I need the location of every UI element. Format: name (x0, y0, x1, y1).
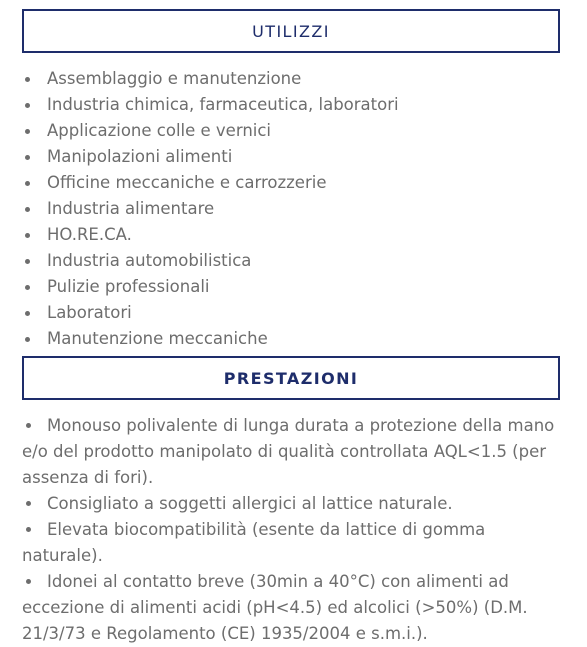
bullet-icon (26, 501, 31, 506)
paragraph-item (22, 517, 567, 569)
list-item: Pulizie professionali (22, 274, 562, 300)
list-item: Manipolazioni alimenti (22, 144, 562, 170)
paragraph-item (22, 569, 567, 647)
list-item: Industria chimica, farmaceutica, laboratori (22, 92, 562, 118)
list-item: Industria automobilistica (22, 248, 562, 274)
paragraph-text: Monouso polivalente di lunga durata a protezione della mano e/o del prodotto manipolato di qualità controllata AQL<1.5 (per assenza di fori). (22, 416, 555, 487)
paragraph-item (22, 491, 567, 517)
list-item: Assemblaggio e manutenzione (22, 66, 562, 92)
list-item: Laboratori (22, 300, 562, 326)
paragraph-text: Consigliato a soggetti allergici al lattice naturale. (47, 494, 453, 513)
utilizzi-list (22, 66, 562, 352)
utilizzi-header (22, 9, 560, 53)
bullet-icon (26, 423, 31, 428)
list-item: Industria alimentare (22, 196, 562, 222)
utilizzi-title: UTILIZZI (252, 21, 330, 41)
prestazioni-title: PRESTAZIONI (223, 368, 359, 388)
list-item: Manutenzione meccaniche (22, 326, 562, 352)
paragraph-item (22, 413, 567, 491)
list-item: HO.RE.CA. (22, 222, 562, 248)
prestazioni-list (22, 413, 567, 647)
list-item: Applicazione colle e vernici (22, 118, 562, 144)
bullet-icon (26, 579, 31, 584)
list-item: Officine meccaniche e carrozzerie (22, 170, 562, 196)
paragraph-text: Idonei al contatto breve (30min a 40°C) con alimenti ad eccezione di alimenti acidi (pH<4.5) ed alcolici (>50%) (D.M. 21/3/73 e Regolamento (CE) 1935/2004 e s.m.i.). (22, 572, 528, 643)
prestazioni-header (22, 356, 560, 400)
paragraph-text: Elevata biocompatibilità (esente da lattice di gomma naturale). (22, 520, 486, 565)
bullet-icon (26, 527, 31, 532)
